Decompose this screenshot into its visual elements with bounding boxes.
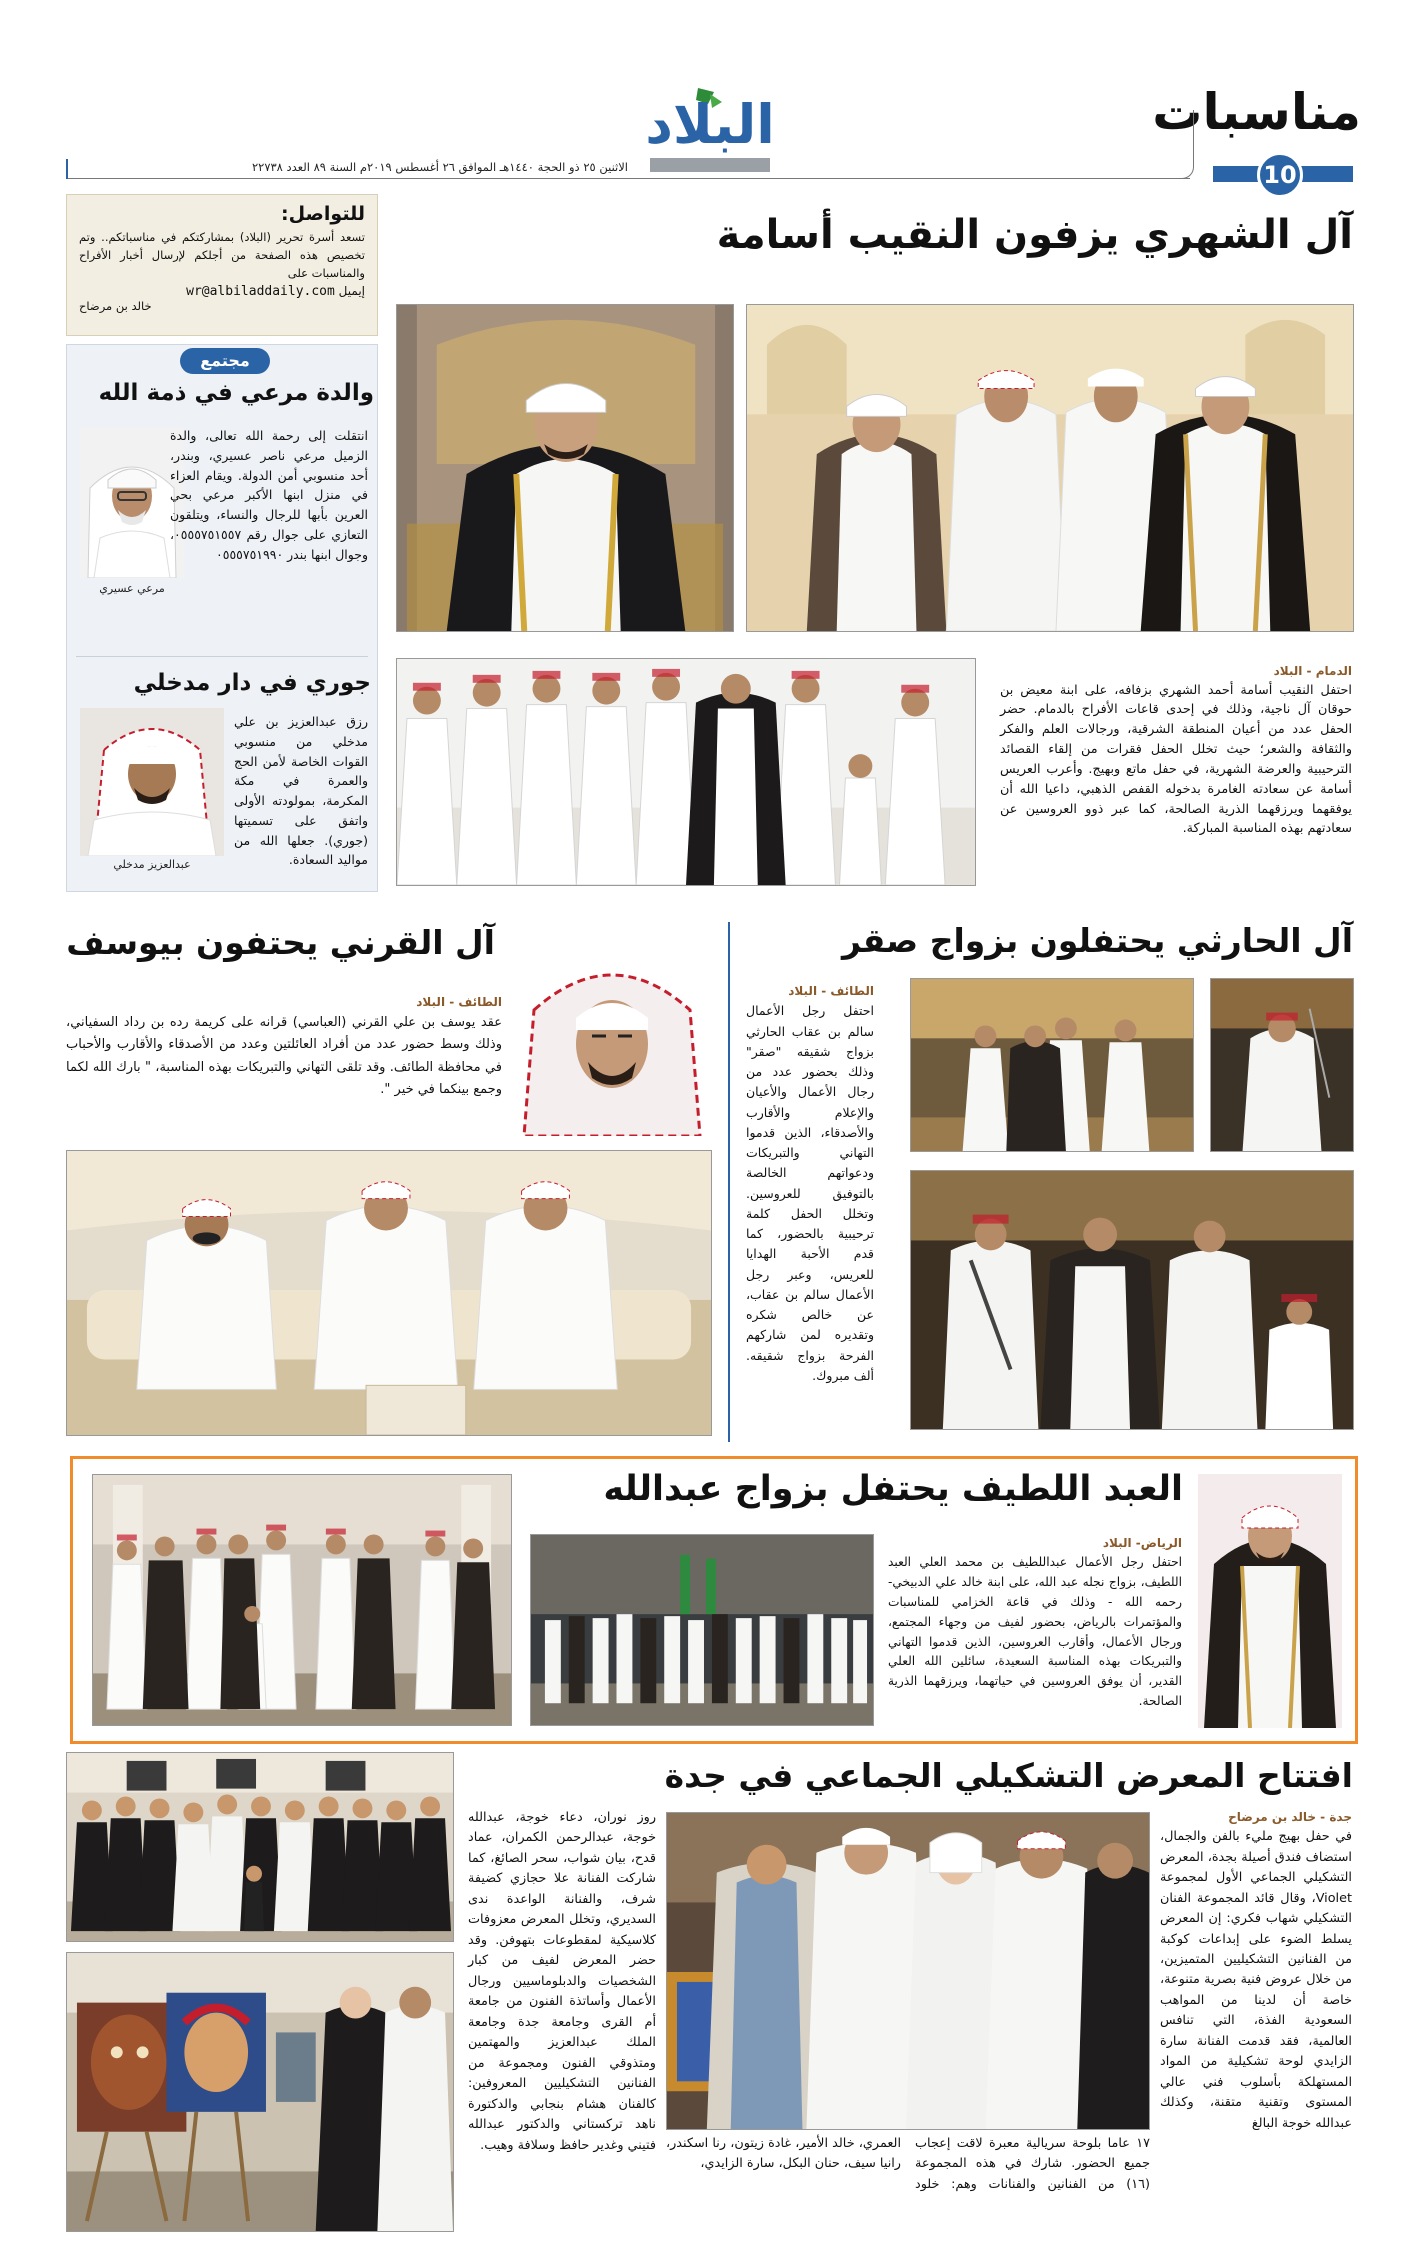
shahri-article [1000, 662, 1352, 839]
shahri-photo-groom [396, 304, 734, 632]
obituary-headline: والدة مرعي في ذمة الله [98, 380, 374, 406]
logo [640, 82, 780, 180]
exhibition-col1-text: في حفل بهيج مليء بالفن والجمال، استضاف فندق أصيلة بجدة، المعرض التشكيلي الجماعي الأول لمجموعة Violet، وقال قائد المجموعة الفنان التشكيلي شهاب فكري: إن المعرض يسلط الضوء على إبداعات كوكبة من الفنانين التشكيليين المتميزين، من خلال عروض فنية بصرية متنوعة، خاصة أن لدينا من المواهب السعودية الفذة، التي تنافس العالمية، فقد قدمت الفنانة سارة الزايدي لوحة تشكيلية من المواد المستهلكة بأسلوب فني عالي المستوى وتقنية متقنة، وكذلك عبدالله خوجة البالغ [1160, 1829, 1352, 2131]
abdullatif-photo-wide [530, 1534, 874, 1726]
masthead [0, 0, 1421, 200]
abdullatif-text: احتفل رجل الأعمال عبداللطيف بن محمد العلي العبد اللطيف، بزواج نجله عبد الله، على ابنة خالد علي الدبيخي- رحمه الله - وذلك في قاعة الخزامي للمناسبات والمؤتمرات بالرياض، بحضور لفيف من وجهاء المجتمع، ورجال الأعمال، وأقارب العروسين، الذين قدموا التهاني والتبريكات بهذه المناسبة السعيدة، سائلين الله العلي القدير، أن يوفق العروسين في حياتهما، ويرزقهما الذرية الصالحة. [888, 1555, 1182, 1708]
birth-photo [80, 708, 224, 856]
logo-text: البلاد [645, 93, 775, 156]
harthi-text: احتفل رجل الأعمال سالم بن عقاب الحارثي بزواج شقيقه "صقر" وذلك بحضور عدد من رجال الأعمال والأعيان والإعلام والأقارب والأصدقاء، الذين قدموا التهاني والتبريكات ودعواتهم الخالصة بالتوفيق للعروسين. وتخلل الحفل كلمة ترحيبية بالحضور، كما قدم الأحبة الهدايا للعريس، وعبر رجل الأعمال سالم بن عقاب، عن خالص شكره وتقديره لمن شاركهم الفرحة بزواج شقيقه. ألف مبروك. [746, 1003, 874, 1383]
shahri-dateline: الدمام - البلاد [1273, 664, 1352, 678]
shahri-photo-group [746, 304, 1354, 632]
exhibition-headline: افتتاح المعرض التشكيلي الجماعي في جدة [664, 1756, 1353, 1795]
harthi-photo-1 [910, 978, 1194, 1152]
header-rule [66, 178, 1190, 179]
obituary-text: انتقلت إلى رحمة الله تعالى، والدة الزميل مرعي ناصر عسيري، وبندر، أحد منسوبي أمن الدولة. ويقام العزاء في منزل ابنها الأكبر مرعي بحي العرين بأبها للرجال والنساء، ويتلقون التعازي على جوال رقم ٠٥٥٥٧٥١٥٥٧، وجوال ابنها بندر ٠٥٥٥٧٥١٩٩٠ [170, 428, 368, 562]
exhibition-col2: ١٧ عاما بلوحة سريالية معبرة لاقت إعجاب جميع الحضور. شارك في هذه المجموعة (١٦) من الفنانين والفنانات وهم: خلود العمري، خالد الأمير، غادة زيتون، رنا اسكندر، رانيا سيف، حنان البكل، سارة الزايدي، [666, 2136, 1150, 2192]
exhibition-col1 [1160, 1808, 1352, 2134]
exhibition-photo-group [66, 1752, 454, 1942]
shahri-photo-family [396, 658, 976, 886]
qarni-headline: آل القرني يحتفون بيوسف [66, 923, 495, 962]
page-number-badge [1257, 152, 1303, 198]
abdullatif-headline: العبد اللطيف يحتفل بزواج عبدالله [603, 1469, 1183, 1509]
birth-photo-caption: عبدالعزيز مدخلي [113, 858, 191, 871]
issue-line-tick [66, 159, 68, 179]
society-divider [76, 656, 368, 657]
abdullatif-article [888, 1534, 1182, 1712]
obituary-photo-caption: مرعي عسيري [99, 582, 165, 595]
qarni-photo-group [66, 1150, 712, 1436]
qarni-dateline: الطائف - البلاد [416, 995, 502, 1009]
birth-text: رزق عبدالعزيز بن علي مدخلي من منسوبي القوات الخاصة لأمن الحج والعمرة في مكة المكرمة، بمولودته الأولى واتفق على تسميتها (جوري). جعلها الله من مواليد السعادة. [234, 714, 368, 868]
harthi-headline: آل الحارثي يحتفلون بزواج صقر [842, 921, 1353, 960]
contact-title: للتواصل: [281, 203, 365, 225]
contact-box [66, 194, 378, 336]
contact-editor: خالد بن مرضاح [79, 299, 152, 314]
issue-line: الاثنين ٢٥ ذو الحجة ١٤٤٠هـ الموافق ٢٦ أغسطس ٢٠١٩م السنة ٨٩ العدد ٢٢٧٣٨ [251, 160, 628, 174]
qarni-article [66, 992, 502, 1101]
abdullatif-photo-group [92, 1474, 512, 1726]
shahri-text: احتفل النقيب أسامة أحمد الشهري بزفافه، على ابنة معيض بن حوقان آل ناجية، وذلك في إحدى قاعات الأفراح بالدمام. حضر الحفل عدد من أعيان المنطقة الشرقية، ورجالات العلم والفكر والثقافة والشعر؛ حيث تخلل الحفل فقرات من إلقاء القصائد الترحيبية والعرضة الشهرية، في حفل ماتع وبهيج. وأعرب العريس أسامة عن سعادته الغامرة بدخوله القفص الذهبي، داعيا الله أن يوفقهما ويرزقهما الذرية الصالحة، كما عبر ذوو العروسين عن سعادتهم بهذه المناسبة المباركة. [1000, 682, 1352, 837]
harthi-photo-2 [1210, 978, 1354, 1152]
abdullatif-photo-groom [1198, 1474, 1342, 1728]
abdullatif-dateline: الرياض- البلاد [1102, 1536, 1182, 1550]
column-divider [728, 922, 730, 1442]
contact-text: تسعد أسرة تحرير (البلاد) بمشاركتكم في مناسباتكم.. وتم تخصيص هذه الصفحة من أجلكم لإرسال أخبار الأفراح والمناسبات على [79, 230, 365, 280]
contact-email-label: إيميل [338, 284, 365, 299]
harthi-article [746, 982, 874, 1386]
harthi-dateline: الطائف - البلاد [788, 984, 874, 998]
exhibition-dateline: جدة - خالد بن مرضاح [1228, 1810, 1352, 1824]
header-rule-curve [1180, 110, 1194, 179]
section-title: مناسبات [1152, 83, 1361, 141]
society-badge-label: مجتمع [200, 351, 250, 370]
exhibition-photo-main [666, 1812, 1150, 2130]
exhibition-col3: روز نوران، دعاء خوجة، عبدالله خوجة، عبدالرحمن الكمران، عماد قدح، بيان شواب، سحر الصائغ، كما شاركت الفنانة علا حجازي كضيفة شرف، والفنانة الواعدة ندى السديري، وتخلل المعرض معزوفات كلاسيكية لمقطوعات بتهوفن. وقد حضر المعرض لفيف من كبار الشخصيات والدبلوماسيين ورجال الأعمال وأساتذة الفنون من جامعة أم القرى وجامعة جدة وجامعة الملك عبدالعزيز والمهتمين ومتذوقي الفنون ومجموعة من الفنانين التشكيليين المعروفين: كالفنان هشام بنجابي والدكتورة ناهد تركستاني والدكتور عبدالله فتيني وغدير حافظ وسلافة وهيب. [468, 1810, 656, 2153]
page-number: 10 [1263, 161, 1297, 189]
contact-email[interactable]: wr@albiladdaily.com [186, 284, 335, 300]
obituary-photo [80, 428, 184, 578]
qarni-photo-portrait [514, 940, 710, 1136]
birth-headline: جوري في دار مدخلي [133, 670, 371, 696]
society-badge [180, 348, 270, 374]
shahri-headline: آل الشهري يزفون النقيب أسامة [716, 212, 1353, 258]
harthi-photo-3 [910, 1170, 1354, 1430]
qarni-text: عقد يوسف بن علي القرني (العباسي) قرانه على كريمة رده بن رداد السفياني، وذلك وسط حضور عدد من أفراد العائلتين وعدد من الأصدقاء والأقارب والأحباب في محافظة الطائف. وقد تلقى التهاني والتبريكات بهذه المناسبة، " بارك الله لكما وجمع بينكما في خير ". [66, 1015, 502, 1097]
exhibition-photo-paintings [66, 1952, 454, 2232]
